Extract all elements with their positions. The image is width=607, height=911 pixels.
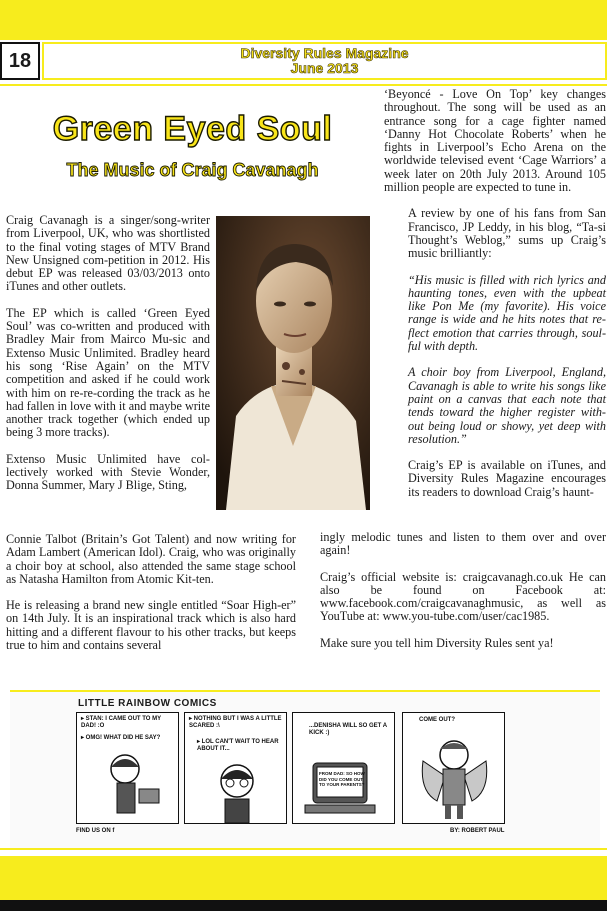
comic-panel-2 xyxy=(184,712,287,824)
bottom-edge xyxy=(0,900,607,911)
left-wide-block xyxy=(6,533,296,652)
panel2-line1: ▸ NOTHING BUT I WAS A LITTLE SCARED :\ xyxy=(189,716,282,729)
paragraph-single: He is releasing a brand new single entitled “Soar High-er” on 14th July. It is an inspirational track which is also hard hitting and a different flavour to his other tracks, but keeps true to him and contains several xyxy=(6,598,296,653)
panel4-line1: COME OUT? xyxy=(419,717,455,723)
right-wide-block xyxy=(320,531,606,663)
comic-panel-1 xyxy=(76,712,179,824)
comic-panel-4 xyxy=(402,712,505,824)
panel1-line1: ▸ STAN: I CAME OUT TO MY DAD! :O xyxy=(81,716,162,729)
panel3-line1: ...DENISHA WILL SO GET A KICK :) xyxy=(309,723,387,736)
magazine-issue: June 2013 xyxy=(290,60,359,76)
paragraph-stage-school: Connie Talbot (Britain’s Got Talent) and now writing for Adam Lambert (American Idol). Craig, who was originally a choir boy at school, also attended the same stage school as Natasha Hamilton from Atomic Kit-ten. xyxy=(6,532,296,586)
paragraph-cage-warriors: ‘Beyoncé - Love On Top’ key changes throughout. The song will be used as an entrance song for a cage fighter named ‘Danny Hot Chocolate Roberts’ when he fights in Liverpool’s Echo Arena on the worldwide televised event ‘Cage Warriors’ a week later on 20th July 2013. Around 105 million people are expected to tune in. xyxy=(384,87,606,195)
panel2-line2: ▸ LOL CAN'T WAIT TO HEAR ABOUT IT... xyxy=(197,739,279,752)
paragraph-itunes-cont: ingly melodic tunes and listen to them over and over again! xyxy=(320,530,606,558)
paragraph-itunes: Craig’s EP is available on iTunes, and Diversity Rules Magazine encourages its readers to download Craig’s haunt- xyxy=(408,458,606,499)
magazine-title: Diversity Rules Magazine xyxy=(240,45,409,61)
paragraph-website: Craig’s official website is: craigcavanagh.co.uk He can also be found on Facebook at: www.facebook.com/craigcavanaghmusic, as well as YouTube at: www.you-tube.com/user/cac1985. xyxy=(320,569,606,624)
comic-title: LITTLE RAINBOW COMICS xyxy=(78,698,217,709)
paragraph-signoff: Make sure you tell him Diversity Rules sent ya! xyxy=(320,635,554,650)
paragraph-ep: The EP which is called ‘Green Eyed Soul’ was co-written and produced with Bradley Mair from Mairco Mu-sic and Extenso Music Unlimited. Bradley heard his song ‘Rise Again’ on the MTV competition and asked if he could work with him on re-re-cording the track as he had fallen in love with it and maybe write another track together (which ended up being 3 more tracks). xyxy=(6,305,210,440)
bottom-yellow-bar xyxy=(0,856,607,900)
quote-one: “His music is filled with rich lyrics and haunting tones, even with the upbeat like Pon Me (my favorite). His voice range is wide and he hits notes that re-flect emotion that carries through, soul-ful with depth. xyxy=(408,272,606,354)
left-column xyxy=(6,214,210,493)
magazine-header xyxy=(42,46,607,76)
panel1-line2: ▸ OMG! WHAT DID HE SAY? xyxy=(81,735,161,741)
article-headline: Green Eyed Soul xyxy=(52,110,333,148)
top-yellow-bar xyxy=(0,0,607,40)
paragraph-collaborators: Extenso Music Unlimited have col-lectively worked with Stevie Wonder, Donna Summer, Mary J Blige, Sting, xyxy=(6,451,210,493)
panel3-screen-text: FROM DAD: SO HOW DID YOU COME OUT TO YOUR PARENTS? xyxy=(319,771,365,787)
paragraph-review: A review by one of his fans from San Francisco, JP Leddy, in his blog, “Ta-si Thought’s Weblog,” sums up Craig’s music brilliantly: xyxy=(408,206,606,261)
comic-footer-credit: BY: ROBERT PAUL xyxy=(450,828,505,834)
paragraph-intro: Craig Cavanagh is a singer/song-writer from Liverpool, UK, who was shortlisted to the final voting stages of MTV Brand New Unsigned com-petition in 2012. His debut EP was released 03/03/2013 onto iTunes and other outlets. xyxy=(6,213,210,294)
quote-two: A choir boy from Liverpool, England, Cavanagh is able to write his songs like paint on a canvas that each note that tends toward the higher register with-out being loud or showy, yet deep with resolution.” xyxy=(408,365,606,446)
artist-photo xyxy=(216,216,370,510)
comic-footer-facebook: FIND US ON f xyxy=(76,828,115,834)
article-subheadline: The Music of Craig Cavanagh xyxy=(66,160,319,180)
comic-panel-3 xyxy=(292,712,395,824)
right-column xyxy=(384,88,606,499)
page-number: 18 xyxy=(0,42,40,80)
